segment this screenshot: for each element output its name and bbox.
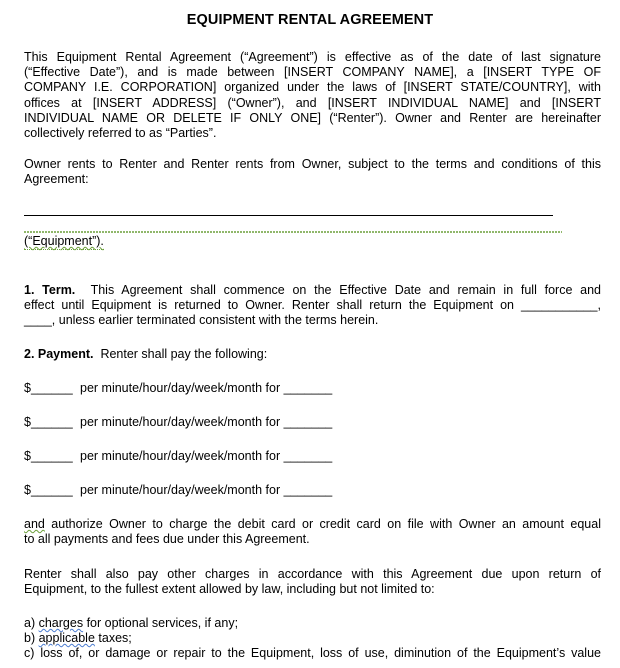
term-line: effect until Equipment is returned to Owner. Renter shall return the Equipment on ___________, — [24, 298, 601, 313]
payment-amount: $______ — [24, 415, 73, 429]
other-charges-line: Renter shall also pay other charges in accordance with this Agreement due upon return of — [24, 567, 601, 581]
term-line-text: This Agreement shall commence on the Effective Date and remain in full force and — [90, 283, 602, 297]
payment-row — [24, 415, 333, 430]
payment-amount: $______ — [24, 483, 73, 497]
payment-rate: per minute/hour/day/week/month for _______ — [80, 483, 333, 497]
payment-amount: $______ — [24, 381, 73, 395]
payment-text: Renter shall pay the following: — [100, 347, 268, 361]
list-word: applicable — [38, 631, 95, 646]
list-prefix: a) — [24, 616, 36, 630]
rent-line: Agreement: — [24, 172, 89, 187]
payment-amount: $______ — [24, 449, 73, 463]
list-item — [24, 616, 601, 631]
intro-line: INDIVIDUAL NAME OR DELETE IF ONLY ONE] (“Renter”). Owner and Renter are hereinafter — [24, 110, 601, 125]
rent-paragraph — [24, 157, 601, 187]
payment-rate: per minute/hour/day/week/month for _______ — [80, 381, 333, 395]
term-heading: 1. Term. — [24, 283, 76, 297]
authorize-paragraph — [24, 517, 601, 547]
grammar-mark — [24, 231, 562, 233]
list-item — [24, 631, 601, 646]
payment-rate: per minute/hour/day/week/month for _______ — [80, 449, 333, 463]
list-item: c) loss of, or damage or repair to the Equipment, loss of use, diminution of the Equipment’s value — [24, 646, 601, 661]
rent-line: Owner rents to Renter and Renter rents from Owner, subject to the terms and conditions of this — [24, 157, 601, 171]
authorize-first-word: and — [24, 517, 45, 531]
authorize-line: to all payments and fees due under this Agreement. — [24, 532, 310, 547]
list-text: for optional services, if any; — [86, 616, 239, 630]
document-title: EQUIPMENT RENTAL AGREEMENT — [186, 12, 434, 28]
list-word: charges — [38, 616, 84, 630]
payment-rate: per minute/hour/day/week/month for _______ — [80, 415, 333, 429]
intro-line: collectively referred to as “Parties”. — [24, 126, 217, 141]
charges-list — [24, 616, 601, 662]
term-line — [24, 283, 601, 298]
payment-row — [24, 449, 333, 464]
authorize-line — [24, 517, 601, 532]
intro-line: (“Effective Date”), and is made between [INSERT COMPANY NAME], a [INSERT TYPE OF — [24, 65, 601, 80]
list-prefix: b) — [24, 631, 36, 646]
intro-line: This Equipment Rental Agreement (“Agreement”) is effective as of the date of last signature — [24, 50, 601, 64]
payment-row — [24, 483, 333, 498]
payment-section — [24, 347, 601, 362]
payment-row — [24, 381, 333, 396]
payment-heading: 2. Payment. — [24, 347, 94, 361]
intro-paragraph — [24, 50, 601, 141]
intro-line: offices at [INSERT ADDRESS] (“Owner”), and [INSERT INDIVIDUAL NAME] and [INSERT — [24, 95, 601, 110]
other-charges-paragraph — [24, 567, 601, 597]
authorize-line-text: authorize Owner to charge the debit card or credit card on file with Owner an amount equal — [51, 517, 601, 531]
equipment-label: (“Equipment”). — [24, 234, 104, 248]
term-section — [24, 283, 601, 329]
intro-line: COMPANY I.E. CORPORATION] organized under the laws of [INSERT STATE/COUNTRY], with — [24, 80, 601, 95]
term-line: ____, unless earlier terminated consistent with the terms herein. — [24, 313, 379, 328]
equipment-blank-line — [24, 215, 553, 216]
list-text: taxes; — [98, 631, 132, 646]
payment-line — [24, 347, 601, 362]
other-charges-line: Equipment, to the fullest extent allowed by law, including but not limited to: — [24, 582, 435, 597]
